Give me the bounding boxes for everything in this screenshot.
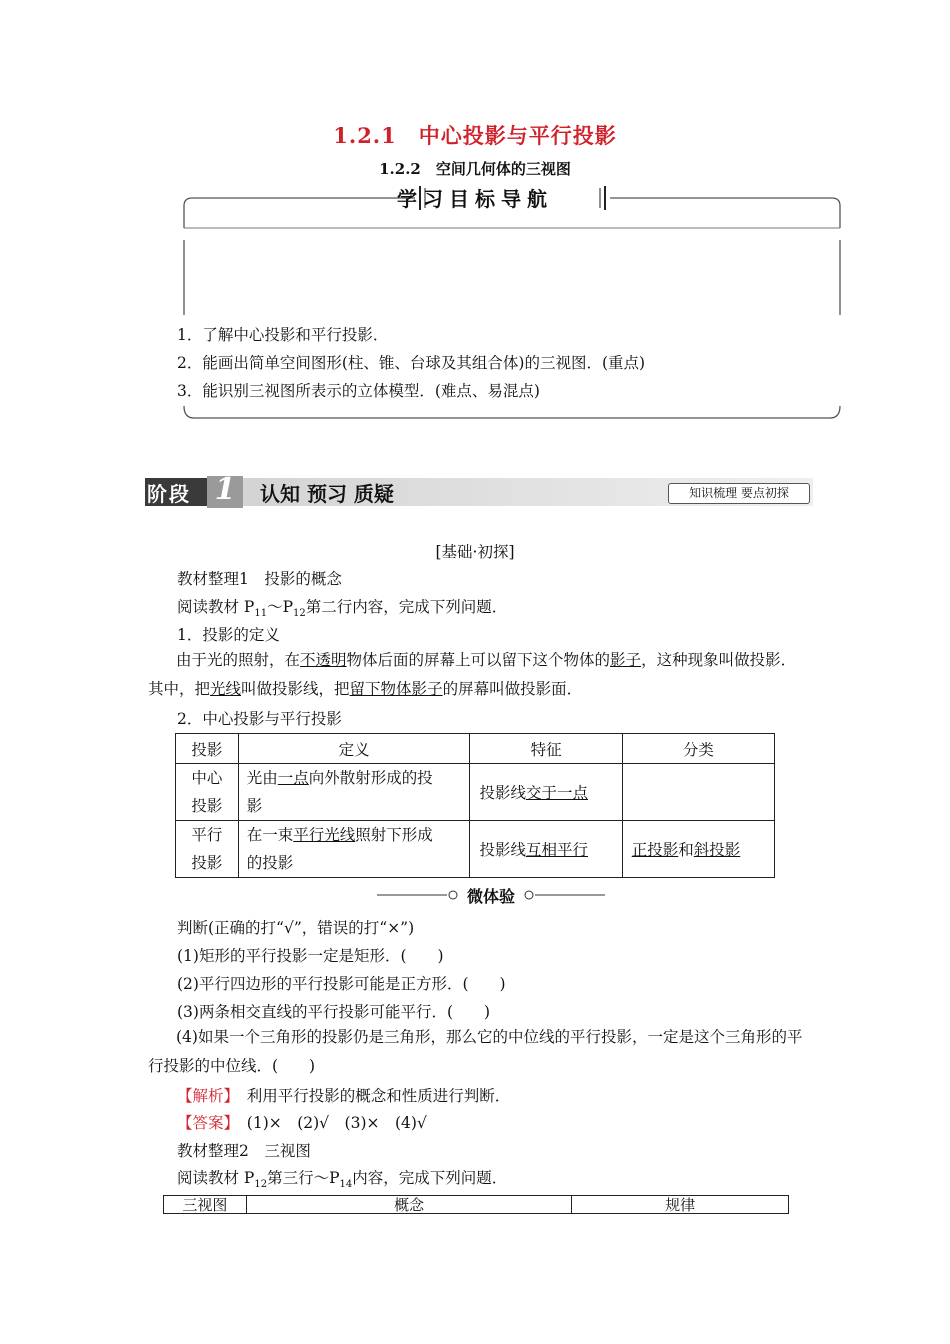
- stage-title: 认知 预习 质疑: [260, 482, 394, 506]
- projection-table: [175, 733, 775, 878]
- item-heading: 1．投影的定义: [177, 626, 280, 644]
- reading-instruction: 阅读教材 $P_{12}$第三行$\sim P_{14}$内容，完成下列问题．: [177, 1169, 508, 1191]
- three-view-table: [163, 1195, 789, 1214]
- question: (3)两条相交直线的平行投影可能平行．( ): [177, 1003, 491, 1021]
- goal-item: 2．能画出简单空间图形(柱、锥、台球及其组合体)的三视图．(重点): [177, 354, 646, 372]
- analysis-label: 【解析】: [177, 1087, 232, 1105]
- table-row: 平行 投影 在一束平行光线照射下形成 的投影 投影线互相平行 正投影和斜投影: [176, 821, 775, 878]
- material-heading: 教材整理1 投影的概念: [177, 570, 342, 588]
- answer-line: 【答案】 (1)× (2)√ (3)× (4)√: [177, 1114, 427, 1132]
- stage-label: 阶段: [147, 482, 191, 506]
- stage-tag: 知识梳理 要点初探: [668, 483, 810, 504]
- table-row: 中心 投影 光由一点向外散射形成的投 影 投影线交于一点: [176, 764, 775, 821]
- goals-banner-title: 学习目标导航: [397, 187, 553, 211]
- blank-answer: 留下物体影子: [349, 680, 443, 698]
- question: (2)平行四边形的平行投影可能是正方形．( ): [177, 975, 506, 993]
- question: (4)如果一个三角形的投影仍是三角形，那么它的中位线的平行投影，一定是这个三角形的平行投影的中位线．( ): [148, 1028, 803, 1075]
- section-tag: [基础·初探]: [435, 543, 515, 561]
- definition-paragraph: 由于光的照射，在不透明物体后面的屏幕上可以留下这个物体的影子，这种现象叫做投影．其中，把光线叫做投影线，把留下物体影子的屏幕叫做投影面．: [148, 651, 797, 698]
- material-heading: 教材整理2 三视图: [177, 1142, 311, 1160]
- table-header: 投影: [176, 734, 239, 764]
- table-header: 特征: [470, 734, 622, 764]
- question: (1)矩形的平行投影一定是矩形．( ): [177, 947, 444, 965]
- table-header: 分类: [622, 734, 774, 764]
- answer-label: 【答案】: [177, 1114, 232, 1132]
- table-header: 三视图: [164, 1196, 247, 1214]
- analysis-line: 【解析】 利用平行投影的概念和性质进行判断．: [177, 1087, 511, 1105]
- table-header: 定义: [238, 734, 470, 764]
- table-header: 规律: [572, 1196, 789, 1214]
- table-header: 概念: [246, 1196, 571, 1214]
- blank-answer: 光线: [210, 680, 242, 698]
- goal-item: 3．能识别三视图所表示的立体模型．(难点、易混点): [177, 382, 540, 400]
- page-subtitle: 1.2.2 空间几何体的三视图: [379, 160, 571, 178]
- micro-intro: 判断(正确的打“√”，错误的打“×”): [177, 919, 415, 937]
- micro-title: 微体验: [466, 887, 515, 906]
- goal-item: 1．了解中心投影和平行投影．: [177, 326, 389, 344]
- item-heading: 2．中心投影与平行投影: [177, 710, 342, 728]
- stage-number: 1: [214, 472, 236, 507]
- page-title: 1.2.1 中心投影与平行投影: [333, 123, 617, 148]
- blank-answer: 不透明: [300, 651, 347, 669]
- reading-instruction: 阅读教材 $P_{11}\sim P_{12}$第二行内容，完成下列问题．: [177, 598, 508, 620]
- blank-answer: 影子: [610, 651, 642, 669]
